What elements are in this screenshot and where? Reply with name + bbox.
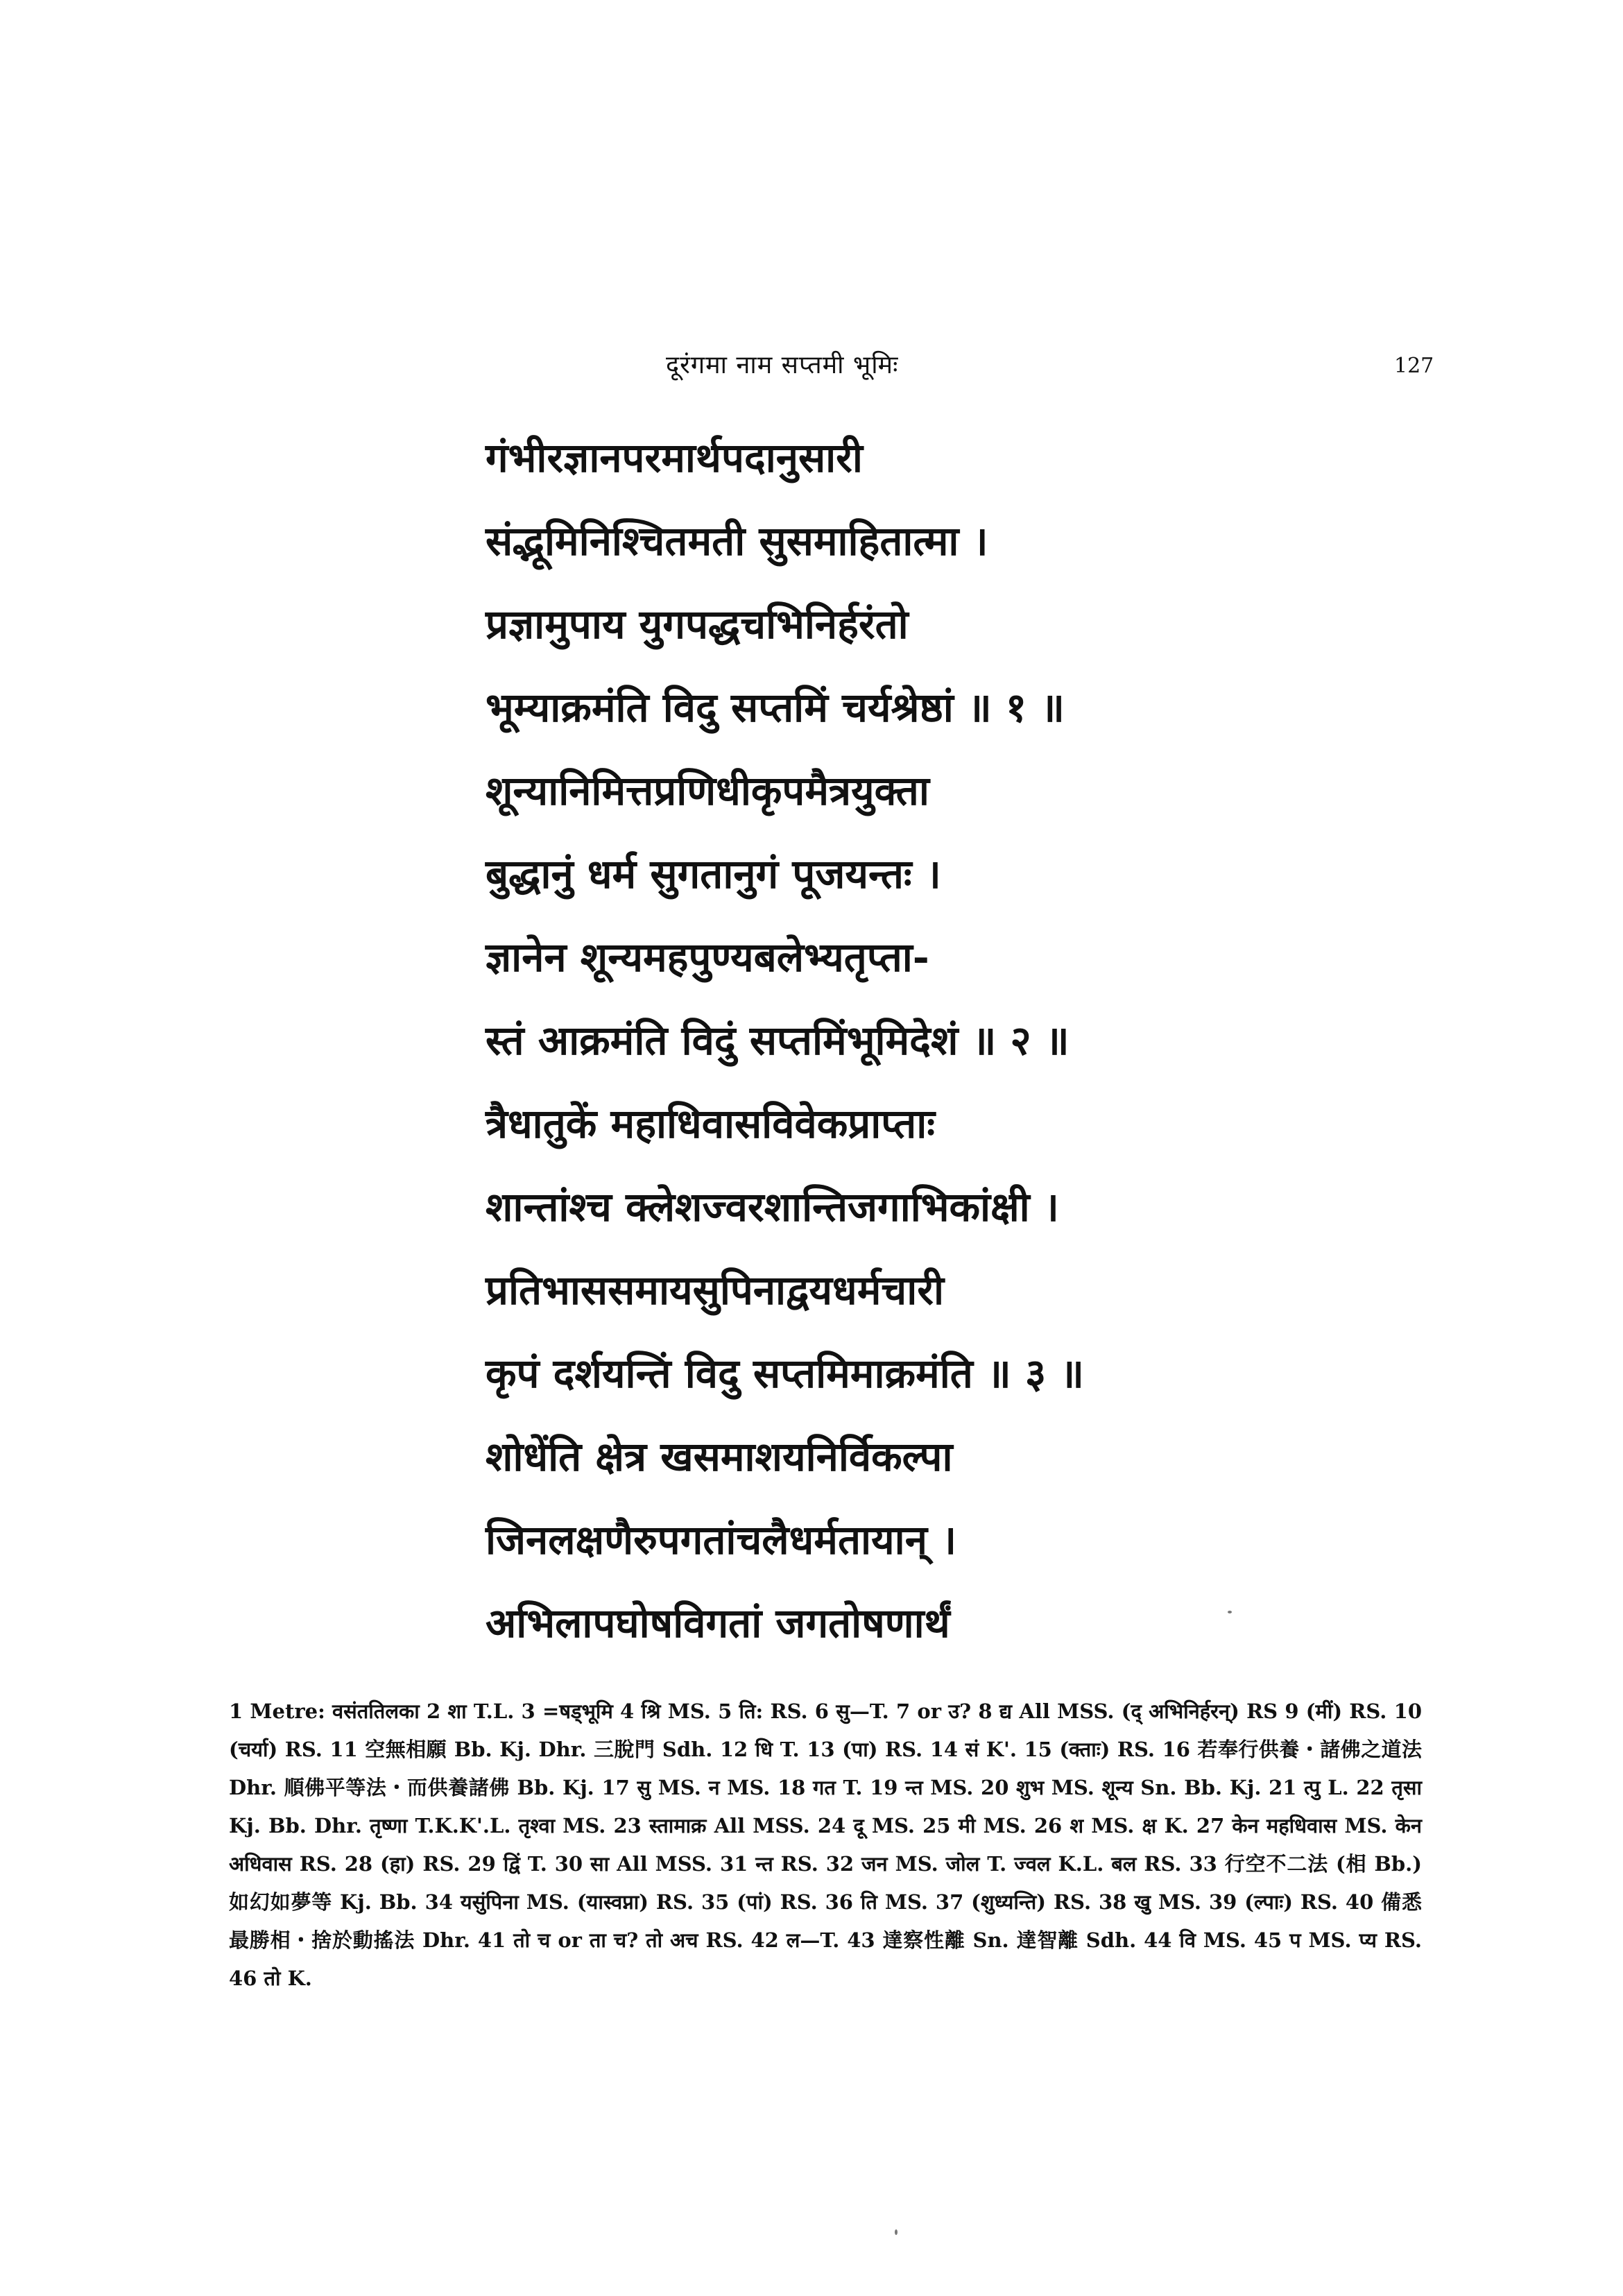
verse-line: गंभीरज्ञानपरमार्थपदानुसारी <box>486 434 863 481</box>
verse-line: शून्यानिमित्तप्रणिधीकृपमैत्रयुक्ता <box>486 767 929 814</box>
page-number: 127 <box>1394 354 1434 378</box>
footnotes-block <box>229 1693 1422 1998</box>
footnotes-text: 1 Metre: वसंततिलका 2 शा T.L. 3 =षड्भूमि 4 श्रि MS. 5 ति: RS. 6 सु—T. 7 or उ? 8 द्य All MSS. (द् अभिनिर्हरन्) RS 9 (मीं) RS. 10 (चर्या) RS. 11 空無相願 Bb. Kj. Dhr. 三脫門 Sdh. 12 धि T. 13 (पा) RS. 14 सं K'. 15 (क्ताः) RS. 16 若奉行供養・諸佛之道法 Dhr. 順佛平等法・而供養諸佛 Bb. Kj. 17 सु MS. न MS. 18 गत T. 19 न्त MS. 20 शुभ MS. शून्य Sn. Bb. Kj. 21 त्पु L. 22 तृसा Kj. Bb. Dhr. तृष्णा T.K.K'.L. तृश्वा MS. 23 स्तामाक्र All MSS. 24 दू MS. 25 मी MS. 26 श MS. क्ष K. 27 केन महधिवास MS. केन अधिवास RS. 28 (हा) RS. 29 द्विं T. 30 सा All MSS. 31 न्त RS. 32 जन MS. जोल T. ज्वल K.L. बल RS. 33 行空不二法 (相 Bb.) 如幻如夢等 Kj. Bb. 34 यसुंपिना MS. (यास्वप्ना) RS. 35 (पां) RS. 36 ति MS. 37 (शुध्यन्ति) RS. 38 खु MS. 39 (ल्पाः) RS. 40 備悉最勝相・捨於動搖法 Dhr. 41 तो च or ता च? तो अच RS. 42 ल—T. 43 達察性離 Sn. 達智離 Sdh. 44 वि MS. 45 प MS. प्य RS. 46 तो K. <box>229 1699 1422 1990</box>
verse-line: संद्भूमिनिश्चितमती सुसमाहितात्मा । <box>486 517 988 565</box>
verse-line: प्रतिभाससमायसुपिनाद्वयधर्मचारी <box>486 1267 944 1314</box>
verse-line: अभिलापघोषविगतां जगतोषणार्थं <box>486 1600 950 1647</box>
verse-line: प्रज्ञामुपाय युगपद्धचभिनिर्हरंतो <box>486 601 909 648</box>
running-header <box>0 347 1623 388</box>
verse-line: स्तं आक्रमंति विदुं सप्तमिंभूमिदेशं ॥ २ ॥ <box>486 1017 1070 1064</box>
verse-line: ज्ञानेन शून्यमहपुण्यबलेभ्यतृप्ता- <box>486 934 929 981</box>
chapter-running-title: दूरंगमा नाम सप्तमी भूमिः <box>666 351 899 379</box>
verse-line: भूम्याक्रमंति विदु सप्तमिं चर्यश्रेष्ठां ॥ १ ॥ <box>486 684 1065 731</box>
verse-line: शान्तांश्च क्लेशज्वरशान्तिजगाभिकांक्षी । <box>486 1183 1059 1231</box>
verse-line: शोधेंति क्षेत्र खसमाशयनिर्विकल्पा <box>486 1433 953 1480</box>
scan-speck <box>895 2229 898 2235</box>
verse-line: जिनलक्षणैरुपगतांचलैधर्मतायान् । <box>486 1516 957 1563</box>
verse-line: कृपं दर्शयन्तिं विदु सप्तमिमाक्रमंति ॥ ३ ॥ <box>486 1350 1085 1397</box>
scan-speck <box>1228 1611 1232 1613</box>
verse-line: त्रैधातुकें महाधिवासविवेकप्राप्ताः <box>486 1100 935 1147</box>
verse-block <box>486 416 1387 1665</box>
verse-line: बुद्धानुं धर्म सुगतानुगं पूजयन्तः । <box>486 850 941 898</box>
